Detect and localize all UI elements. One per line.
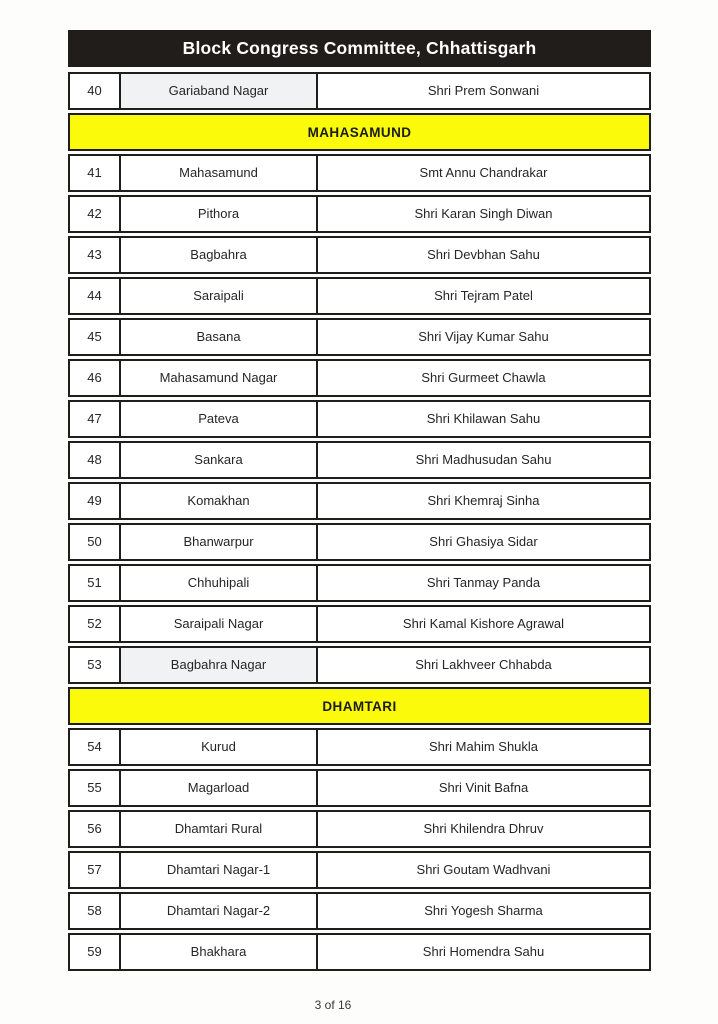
serial-number-cell: 40 bbox=[68, 72, 121, 110]
member-name-cell: Shri Vijay Kumar Sahu bbox=[316, 318, 651, 356]
block-name-cell: Mahasamund bbox=[119, 154, 318, 192]
table-row bbox=[68, 400, 651, 438]
table-title: Block Congress Committee, Chhattisgarh bbox=[68, 30, 651, 67]
serial-number-cell: 43 bbox=[68, 236, 121, 274]
serial-number-cell: 58 bbox=[68, 892, 121, 930]
table-row bbox=[68, 564, 651, 602]
block-name-cell: Dhamtari Rural bbox=[119, 810, 318, 848]
serial-number-cell: 52 bbox=[68, 605, 121, 643]
block-name-cell: Pithora bbox=[119, 195, 318, 233]
table-row bbox=[68, 195, 651, 233]
table-row bbox=[68, 851, 651, 889]
block-name-cell: Bhanwarpur bbox=[119, 523, 318, 561]
table-row bbox=[68, 892, 651, 930]
section-header-mahasamund: MAHASAMUND bbox=[68, 113, 651, 151]
serial-number-cell: 56 bbox=[68, 810, 121, 848]
serial-number-cell: 41 bbox=[68, 154, 121, 192]
table-row bbox=[68, 728, 651, 766]
table-row bbox=[68, 646, 651, 684]
serial-number-cell: 45 bbox=[68, 318, 121, 356]
serial-number-cell: 53 bbox=[68, 646, 121, 684]
member-name-cell: Shri Tanmay Panda bbox=[316, 564, 651, 602]
table-row bbox=[68, 523, 651, 561]
member-name-cell: Shri Tejram Patel bbox=[316, 277, 651, 315]
member-name-cell: Shri Lakhveer Chhabda bbox=[316, 646, 651, 684]
section-header-dhamtari: DHAMTARI bbox=[68, 687, 651, 725]
block-name-cell: Chhuhipali bbox=[119, 564, 318, 602]
serial-number-cell: 42 bbox=[68, 195, 121, 233]
table-row bbox=[68, 810, 651, 848]
member-name-cell: Shri Devbhan Sahu bbox=[316, 236, 651, 274]
block-name-cell: Bhakhara bbox=[119, 933, 318, 971]
serial-number-cell: 55 bbox=[68, 769, 121, 807]
member-name-cell: Shri Vinit Bafna bbox=[316, 769, 651, 807]
block-name-cell: Mahasamund Nagar bbox=[119, 359, 318, 397]
table-row bbox=[68, 605, 651, 643]
serial-number-cell: 47 bbox=[68, 400, 121, 438]
table-row bbox=[68, 482, 651, 520]
table-row bbox=[68, 277, 651, 315]
serial-number-cell: 44 bbox=[68, 277, 121, 315]
block-name-cell: Magarload bbox=[119, 769, 318, 807]
block-name-cell: Bagbahra Nagar bbox=[119, 646, 318, 684]
member-name-cell: Shri Kamal Kishore Agrawal bbox=[316, 605, 651, 643]
table-row bbox=[68, 769, 651, 807]
member-name-cell: Shri Gurmeet Chawla bbox=[316, 359, 651, 397]
serial-number-cell: 59 bbox=[68, 933, 121, 971]
table-row bbox=[68, 933, 651, 971]
block-name-cell: Komakhan bbox=[119, 482, 318, 520]
table-row bbox=[68, 72, 651, 110]
block-name-cell: Saraipali bbox=[119, 277, 318, 315]
member-name-cell: Smt Annu Chandrakar bbox=[316, 154, 651, 192]
table-row bbox=[68, 154, 651, 192]
block-name-cell: Kurud bbox=[119, 728, 318, 766]
table-row bbox=[68, 236, 651, 274]
page-number: 3 of 16 bbox=[314, 998, 352, 1012]
serial-number-cell: 46 bbox=[68, 359, 121, 397]
member-name-cell: Shri Mahim Shukla bbox=[316, 728, 651, 766]
table-row bbox=[68, 359, 651, 397]
member-name-cell: Shri Khilawan Sahu bbox=[316, 400, 651, 438]
serial-number-cell: 49 bbox=[68, 482, 121, 520]
block-name-cell: Bagbahra bbox=[119, 236, 318, 274]
block-name-cell: Dhamtari Nagar-2 bbox=[119, 892, 318, 930]
block-name-cell: Gariaband Nagar bbox=[119, 72, 318, 110]
table-row bbox=[68, 318, 651, 356]
block-name-cell: Dhamtari Nagar-1 bbox=[119, 851, 318, 889]
serial-number-cell: 54 bbox=[68, 728, 121, 766]
member-name-cell: Shri Yogesh Sharma bbox=[316, 892, 651, 930]
block-name-cell: Sankara bbox=[119, 441, 318, 479]
member-name-cell: Shri Karan Singh Diwan bbox=[316, 195, 651, 233]
member-name-cell: Shri Ghasiya Sidar bbox=[316, 523, 651, 561]
block-name-cell: Basana bbox=[119, 318, 318, 356]
committee-table bbox=[68, 30, 651, 974]
member-name-cell: Shri Goutam Wadhvani bbox=[316, 851, 651, 889]
block-name-cell: Pateva bbox=[119, 400, 318, 438]
serial-number-cell: 57 bbox=[68, 851, 121, 889]
member-name-cell: Shri Madhusudan Sahu bbox=[316, 441, 651, 479]
member-name-cell: Shri Prem Sonwani bbox=[316, 72, 651, 110]
serial-number-cell: 51 bbox=[68, 564, 121, 602]
member-name-cell: Shri Homendra Sahu bbox=[316, 933, 651, 971]
serial-number-cell: 48 bbox=[68, 441, 121, 479]
serial-number-cell: 50 bbox=[68, 523, 121, 561]
member-name-cell: Shri Khemraj Sinha bbox=[316, 482, 651, 520]
table-row bbox=[68, 441, 651, 479]
block-name-cell: Saraipali Nagar bbox=[119, 605, 318, 643]
member-name-cell: Shri Khilendra Dhruv bbox=[316, 810, 651, 848]
